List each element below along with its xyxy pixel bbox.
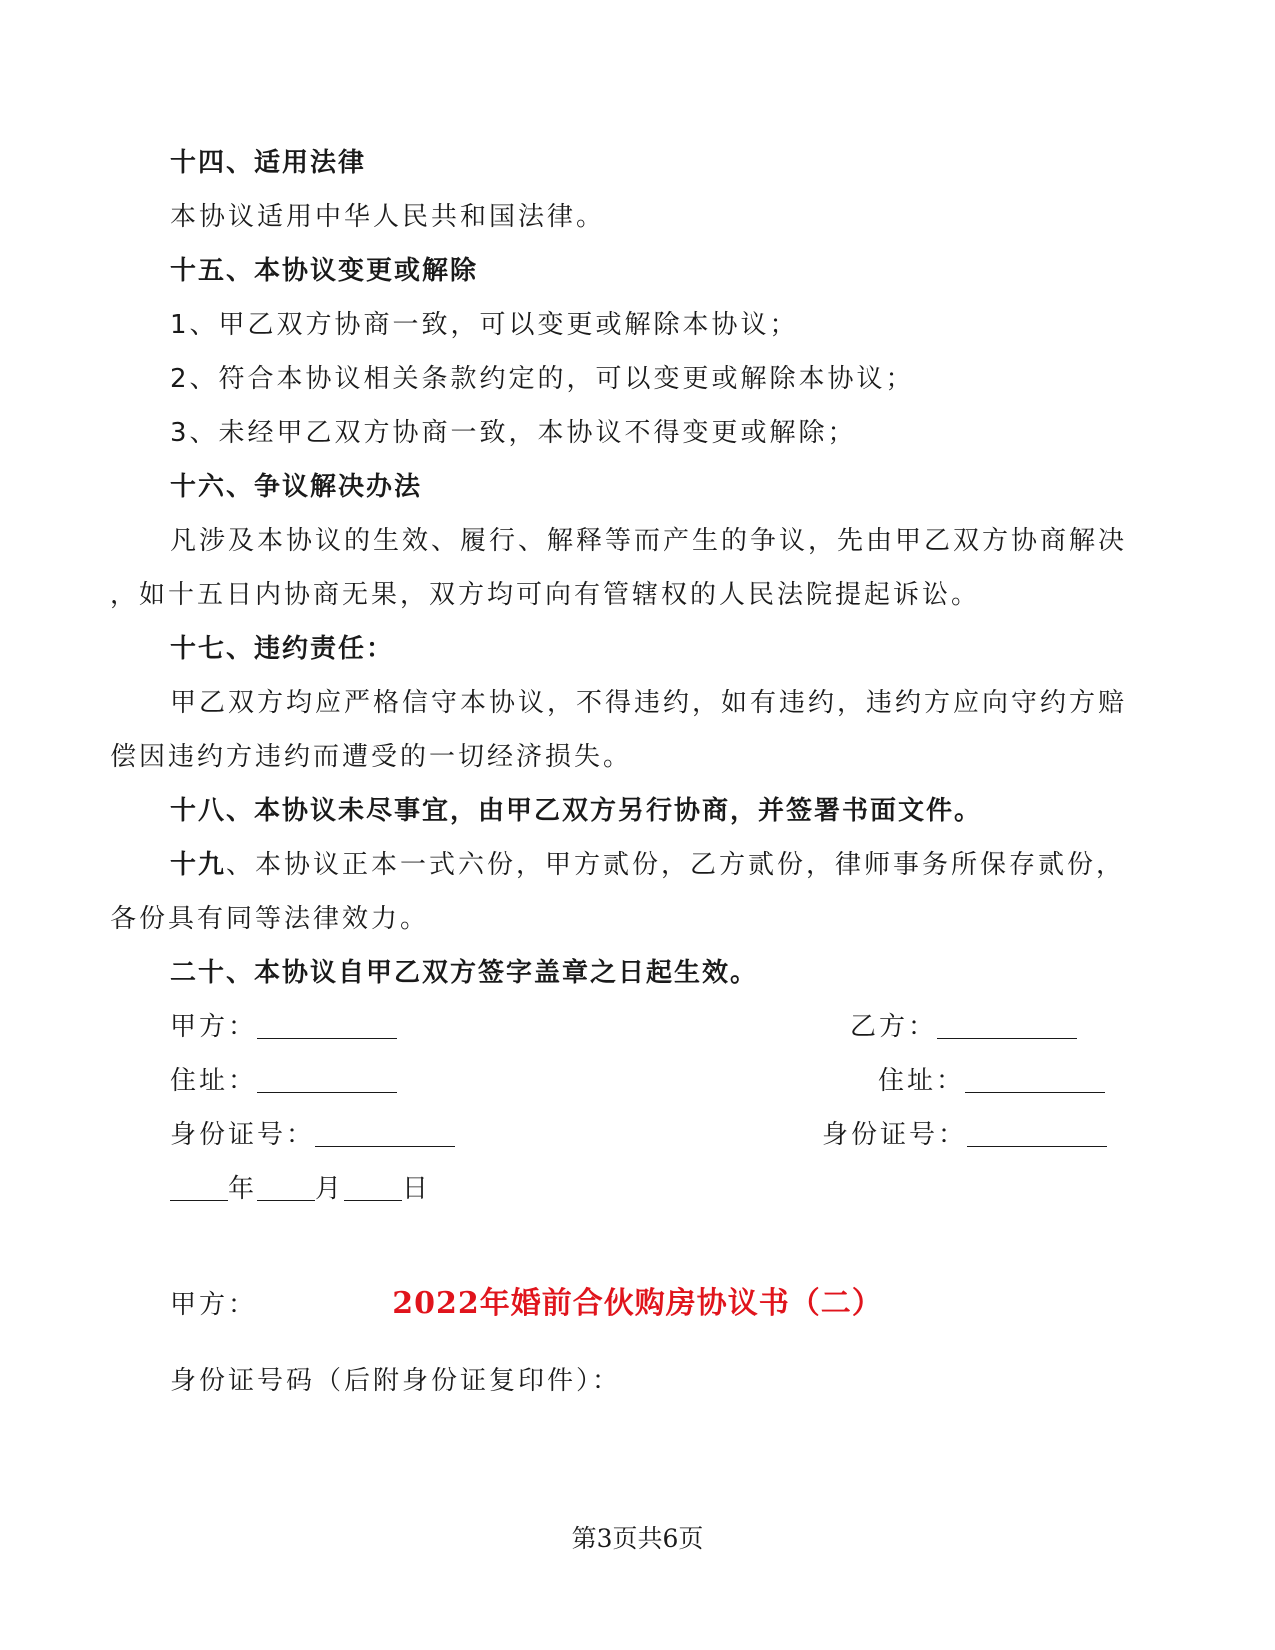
section-19-number: 十九 — [170, 850, 227, 880]
day-blank — [344, 1176, 402, 1201]
section-16-heading: 十六、争议解决办法 — [170, 472, 423, 502]
party-a-signature — [170, 1010, 397, 1044]
party-b-address-blank — [965, 1068, 1105, 1093]
page-footer: 第3页共6页 — [571, 1524, 704, 1553]
address-label-b: 住址： — [878, 1066, 966, 1096]
section-16-body-line-2: ，如十五日内协商无果，双方均可向有管辖权的人民法院提起诉讼。 — [110, 580, 981, 610]
party-a-blank — [257, 1014, 397, 1039]
section-14-body: 本协议适用中华人民共和国法律。 — [170, 202, 606, 232]
section-17-body-line-1: 甲乙双方均应严格信守本协议，不得违约，如有违约，违约方应向守约方赔 — [170, 688, 1128, 718]
section-17-body-line-2: 偿因违约方违约而遭受的一切经济损失。 — [110, 742, 633, 772]
party-a-address — [170, 1064, 397, 1098]
month-label: 月 — [315, 1174, 345, 1204]
party-a-address-blank — [257, 1068, 397, 1093]
party-b-blank — [937, 1014, 1077, 1039]
section-16-body-line-1: 凡涉及本协议的生效、履行、解释等而产生的争议，先由甲乙双方协商解决 — [170, 526, 1128, 556]
signing-date — [170, 1172, 431, 1206]
day-label: 日 — [402, 1174, 432, 1204]
address-label-a: 住址： — [170, 1066, 258, 1096]
party-b-id-blank — [967, 1122, 1107, 1147]
section-17-heading: 十七、违约责任： — [170, 634, 395, 664]
id-label-b: 身份证号： — [822, 1120, 968, 1150]
section-14-heading: 十四、适用法律 — [170, 148, 367, 178]
second-party-a-label: 甲方： — [170, 1290, 258, 1320]
year-blank — [170, 1176, 228, 1201]
section-19-text: 、本协议正本一式六份，甲方贰份，乙方贰份，律师事务所保存贰份， — [226, 850, 1126, 880]
id-label-a: 身份证号： — [170, 1120, 316, 1150]
party-b-address — [878, 1064, 1105, 1098]
section-15-heading: 十五、本协议变更或解除 — [170, 256, 479, 286]
section-20: 二十、本协议自甲乙双方签字盖章之日起生效。 — [170, 958, 759, 988]
party-a-id-blank — [315, 1122, 455, 1147]
section-19-line-1 — [170, 848, 1125, 882]
section-15-item-2: 2、符合本协议相关条款约定的，可以变更或解除本协议； — [170, 364, 915, 394]
party-b-label: 乙方： — [850, 1012, 938, 1042]
year-label: 年 — [228, 1174, 258, 1204]
month-blank — [257, 1176, 315, 1201]
party-b-signature — [850, 1010, 1077, 1044]
section-18: 十八、本协议未尽事宜，由甲乙双方另行协商，并签署书面文件。 — [170, 796, 983, 826]
second-id-label: 身份证号码（后附身份证复印件）： — [170, 1366, 622, 1396]
section-15-item-3: 3、未经甲乙双方协商一致，本协议不得变更或解除； — [170, 418, 857, 448]
section-19-line-2: 各份具有同等法律效力。 — [110, 904, 430, 934]
section-15-item-1: 1、甲乙双方协商一致，可以变更或解除本协议； — [170, 310, 799, 340]
second-agreement-title: 2022年婚前合伙购房协议书（二） — [392, 1286, 883, 1321]
party-a-id — [170, 1118, 455, 1152]
party-a-label: 甲方： — [170, 1012, 258, 1042]
party-b-id — [822, 1118, 1107, 1152]
